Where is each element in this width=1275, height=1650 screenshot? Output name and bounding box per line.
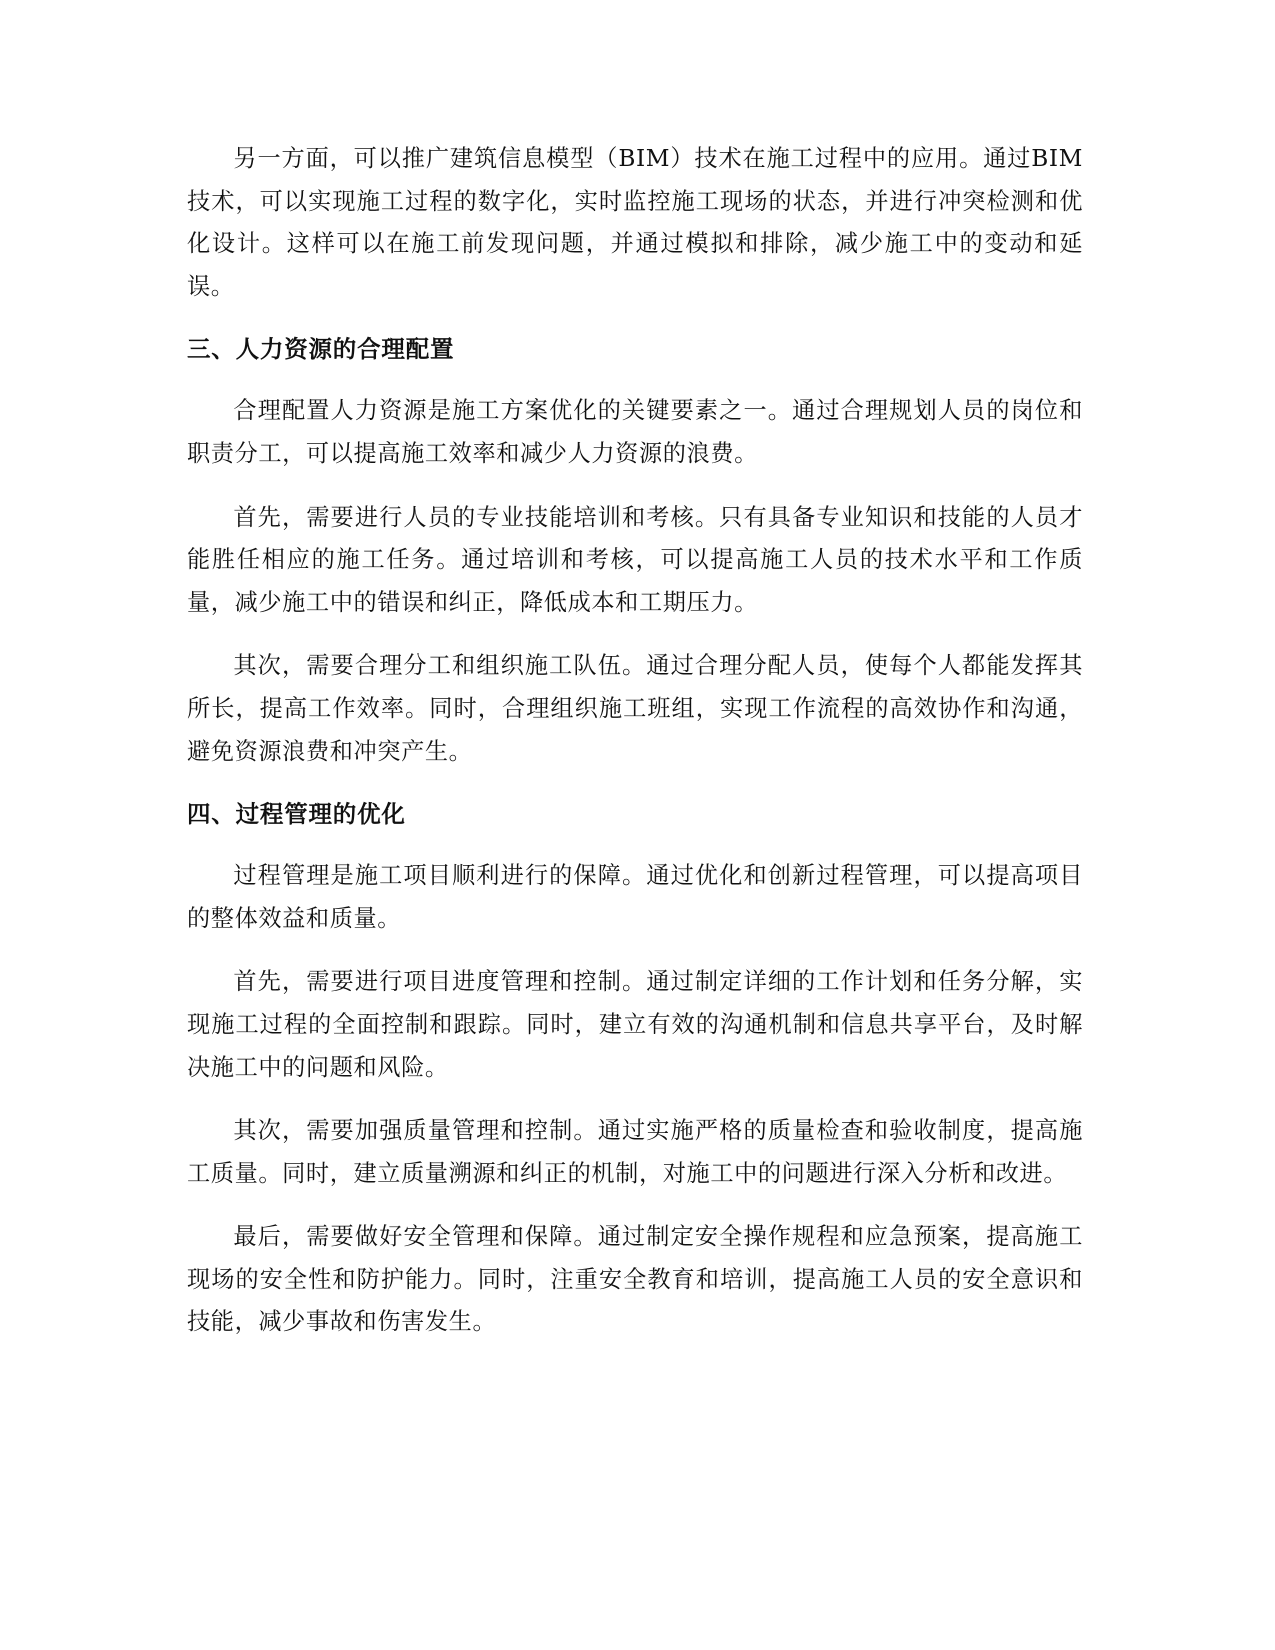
section-4-paragraph-3: 其次，需要加强质量管理和控制。通过实施严格的质量检查和验收制度，提高施工质量。同时，建立质量溯源和纠正的机制，对施工中的问题进行深入分析和改进。 bbox=[187, 1117, 1083, 1187]
section-4 bbox=[187, 794, 1083, 1344]
intro-paragraph: 另一方面，可以推广建筑信息模型（BIM）技术在施工过程中的应用。通过BIM技术，可以实现施工过程的数字化，实时监控施工现场的状态，并进行冲突检测和优化设计。这样可以在施工前发现问题，并通过模拟和排除，减少施工中的变动和延误。 bbox=[187, 145, 1083, 300]
section-3-paragraph-3: 其次，需要合理分工和组织施工队伍。通过合理分配人员，使每个人都能发挥其所长，提高工作效率。同时，合理组织施工班组，实现工作流程的高效协作和沟通，避免资源浪费和冲突产生。 bbox=[187, 652, 1083, 765]
section-4-paragraph-2: 首先，需要进行项目进度管理和控制。通过制定详细的工作计划和任务分解，实现施工过程的全面控制和跟踪。同时，建立有效的沟通机制和信息共享平台，及时解决施工中的问题和风险。 bbox=[187, 968, 1083, 1081]
section-4-paragraph-1: 过程管理是施工项目顺利进行的保障。通过优化和创新过程管理，可以提高项目的整体效益和质量。 bbox=[187, 862, 1083, 932]
section-3 bbox=[187, 329, 1083, 773]
section-3-paragraph-2: 首先，需要进行人员的专业技能培训和考核。只有具备专业知识和技能的人员才能胜任相应的施工任务。通过培训和考核，可以提高施工人员的技术水平和工作质量，减少施工中的错误和纠正，降低成本和工期压力。 bbox=[187, 503, 1083, 616]
section-4-heading: 四、过程管理的优化 bbox=[187, 800, 406, 829]
section-4-paragraph-4: 最后，需要做好安全管理和保障。通过制定安全操作规程和应急预案，提高施工现场的安全性和防护能力。同时，注重安全教育和培训，提高施工人员的安全意识和技能，减少事故和伤害发生。 bbox=[187, 1223, 1083, 1336]
section-3-paragraph-1: 合理配置人力资源是施工方案优化的关键要素之一。通过合理规划人员的岗位和职责分工，可以提高施工效率和减少人力资源的浪费。 bbox=[187, 397, 1083, 467]
section-3-heading: 三、人力资源的合理配置 bbox=[187, 335, 455, 364]
